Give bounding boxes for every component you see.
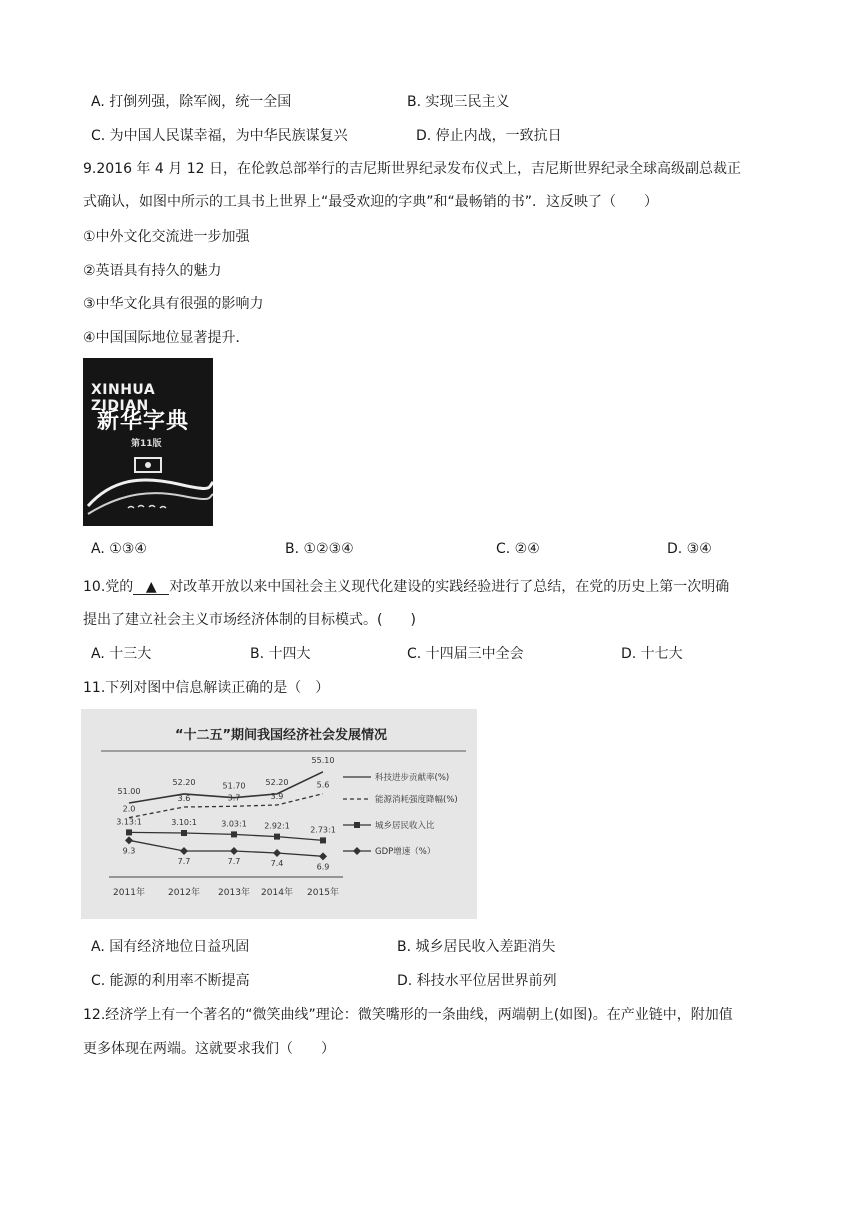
series-2-data-label: 5.6 — [316, 780, 330, 790]
chart-title: “十二五”期间我国经济社会发展情况 — [174, 728, 388, 743]
series-4-data-label: 6.9 — [316, 862, 330, 872]
series-1-data-label: 55.10 — [311, 755, 335, 765]
x-tick-label: 2013年 — [218, 888, 250, 898]
q9-option-a: A. ①③④ — [91, 541, 147, 557]
q10-suffix: 对改革开放以来中国社会主义现代化建设的实践经验进行了总结，在党的历史上第一次明确 — [169, 579, 730, 595]
series-3-data-label: 3.13:1 — [116, 817, 142, 827]
q10-option-c: C. 十四届三中全会 — [407, 646, 524, 662]
legend-label-3: 城乡居民收入比 — [375, 821, 435, 831]
series-3-point — [231, 831, 237, 837]
q9-option-c: C. ②④ — [496, 541, 540, 557]
series-3-point — [274, 834, 280, 840]
series-3-data-label: 2.73:1 — [310, 825, 336, 835]
q9-option-b: B. ①②③④ — [285, 541, 354, 557]
q12-stem-line1: 12.经济学上有一个著名的“微笑曲线”理论：微笑嘴形的一条曲线，两端朝上(如图)。在产业链中，附加值 — [83, 1007, 733, 1023]
series-4-point — [230, 847, 238, 855]
x-tick-label: 2012年 — [168, 888, 200, 898]
series-3-point — [181, 830, 187, 836]
xinhua-dictionary-cover-image — [83, 358, 213, 526]
legend-label-4: GDP增速（%） — [375, 847, 436, 857]
legend-label-1: 科技进步贡献率(%) — [375, 773, 450, 783]
series-2-data-label: 3.7 — [227, 793, 241, 803]
q10-option-a: A. 十三大 — [91, 646, 152, 662]
series-3-data-label: 3.10:1 — [171, 818, 197, 827]
development-line-chart — [81, 709, 477, 919]
q11-option-a: A. 国有经济地位日益巩固 — [91, 939, 250, 955]
series-3-data-label: 3.03:1 — [221, 819, 247, 829]
book-cover-art — [83, 358, 213, 526]
series-1-data-label: 51.00 — [117, 787, 141, 796]
q11-option-d: D. 科技水平位居世界前列 — [397, 973, 557, 989]
x-tick-label: 2011年 — [113, 888, 145, 898]
q12-stem-line2: 更多体现在两端。这就要求我们（ ） — [83, 1041, 335, 1057]
book-edition: 第11版 — [131, 439, 162, 449]
q8-option-b: B. 实现三民主义 — [407, 94, 510, 110]
series-4-point — [125, 836, 133, 844]
q8-option-a: A. 打倒列强，除军阀，统一全国 — [91, 94, 292, 110]
series-4-point — [273, 849, 281, 857]
series-2-data-label: 3.6 — [177, 794, 191, 803]
q10-stem-line1 — [83, 576, 729, 596]
legend-marker-3 — [354, 822, 360, 828]
q10-stem-line2: 提出了建立社会主义市场经济体制的目标模式。( ) — [83, 612, 416, 628]
q11-stem: 11.下列对图中信息解读正确的是（ ） — [83, 680, 330, 696]
x-tick-label: 2015年 — [307, 888, 339, 898]
series-line-3 — [129, 832, 323, 840]
series-4-data-label: 7.4 — [270, 859, 284, 868]
series-1-data-label: 52.20 — [265, 777, 289, 787]
q9-option-d: D. ③④ — [667, 541, 712, 557]
series-2-data-label: 3.9 — [270, 792, 284, 801]
x-tick-label: 2014年 — [261, 888, 293, 898]
series-3-point — [320, 837, 326, 843]
book-title: 新华字典 — [97, 409, 190, 434]
q9-stem-line2: 式确认，如图中所示的工具书上世界上“最受欢迎的字典”和“最畅销的书”．这反映了（ ） — [83, 194, 659, 210]
book-pinyin-title: XINHUA ZIDIAN — [91, 382, 156, 414]
q9-statement-2: ②英语具有持久的魅力 — [83, 263, 222, 279]
series-4-point — [319, 852, 327, 860]
legend-label-2: 能源消耗强度降幅(%) — [375, 795, 458, 805]
q10-option-d: D. 十七大 — [621, 646, 683, 662]
q9-statement-1: ①中外文化交流进一步加强 — [83, 229, 250, 245]
series-3-data-label: 2.92:1 — [264, 821, 290, 831]
q10-prefix: 10.党的 — [83, 579, 134, 595]
q9-statement-4: ④中国国际地位显著提升． — [83, 330, 250, 346]
series-1-data-label: 52.20 — [172, 777, 196, 787]
series-4-data-label: 7.7 — [227, 857, 241, 866]
series-1-data-label: 51.70 — [222, 781, 246, 791]
q10-option-b: B. 十四大 — [250, 646, 311, 662]
q9-stem-line1: 9.2016 年 4 月 12 日，在伦敦总部举行的吉尼斯世界纪录发布仪式上，吉尼斯世界纪录全球高级副总裁正 — [83, 161, 741, 177]
series-4-point — [180, 847, 188, 855]
q8-option-d: D. 停止内战，一致抗日 — [416, 128, 562, 144]
legend-marker-4 — [353, 847, 361, 855]
series-4-data-label: 7.7 — [177, 857, 191, 866]
q10-blank: ▲ — [133, 580, 169, 595]
series-2-data-label: 2.0 — [122, 804, 136, 814]
q11-option-b: B. 城乡居民收入差距消失 — [397, 939, 556, 955]
q8-option-c: C. 为中国人民谋幸福，为中华民族谋复兴 — [91, 128, 348, 144]
development-chart-image — [81, 709, 477, 919]
q9-statement-3: ③中华文化具有很强的影响力 — [83, 296, 264, 312]
series-4-data-label: 9.3 — [122, 846, 136, 856]
series-3-point — [126, 829, 132, 835]
series-line-4 — [129, 840, 323, 856]
q11-option-c: C. 能源的利用率不断提高 — [91, 973, 250, 989]
